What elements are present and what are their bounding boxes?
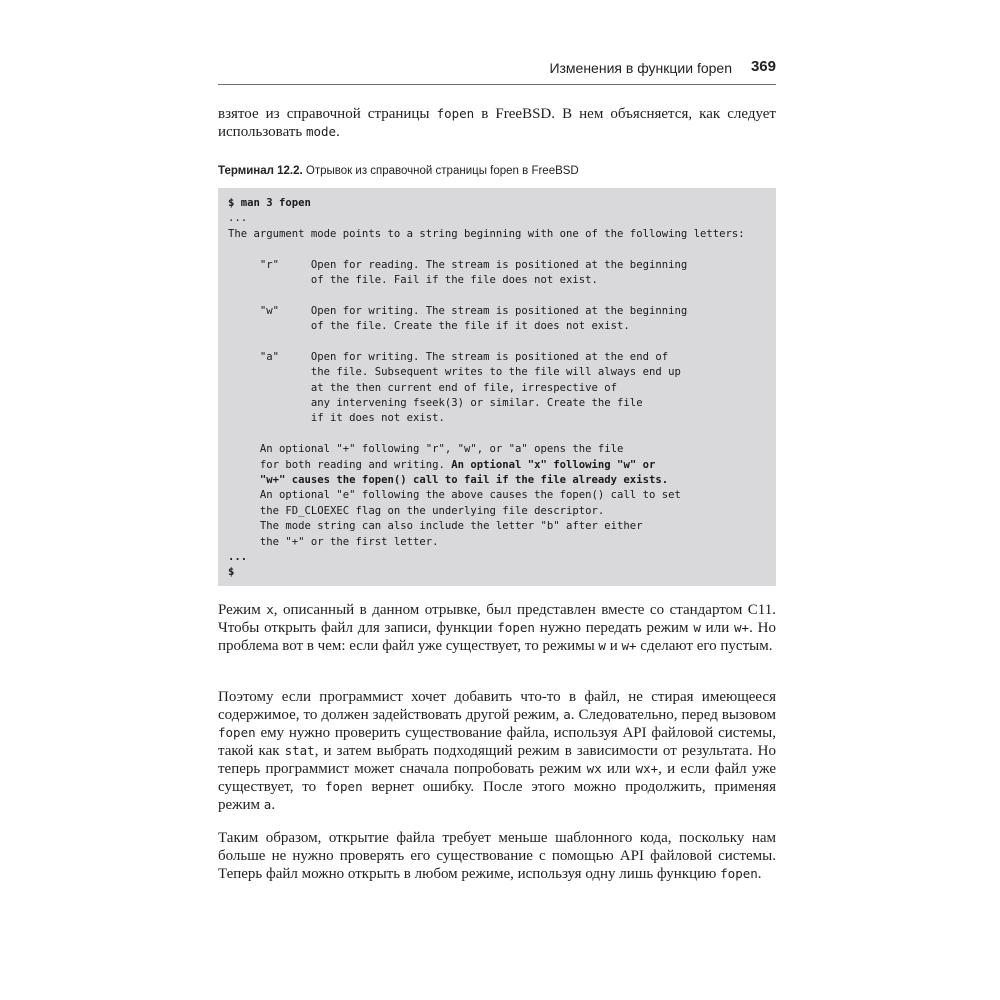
inline-code: a — [263, 797, 272, 812]
inline-code: wx+ — [635, 761, 659, 776]
terminal-line — [228, 288, 745, 303]
terminal-line: any intervening fseek(3) or similar. Create the file — [228, 397, 643, 410]
terminal-line: the FD_CLOEXEC flag on the underlying file descriptor. — [228, 504, 605, 517]
terminal-line: "r" Open for reading. The stream is positioned at the beginning — [228, 258, 688, 271]
terminal-line: of the file. Fail if the file does not exist. — [228, 273, 598, 286]
terminal-line — [228, 335, 745, 350]
terminal-line: $ — [228, 566, 235, 579]
inline-code: fopen — [497, 620, 535, 635]
terminal-line — [228, 427, 745, 442]
terminal-line: of the file. Create the file if it does not exist. — [228, 320, 630, 333]
terminal-line: $ man 3 fopen — [228, 197, 311, 209]
body-paragraph-3: Таким образом, открытие файла требует меньше шаблонного кода, поскольку нам больше не нужно проверять его существование с помощью API файловой системы. Теперь файл можно открыть в любом режиме, используя одну лишь функцию fopen. — [218, 830, 776, 882]
inline-code: mode — [305, 124, 337, 139]
running-title: Изменения в функции fopen — [549, 60, 732, 76]
inline-code: w+ — [734, 620, 750, 635]
terminal-line: ... — [228, 550, 248, 563]
inline-code: fopen — [436, 106, 475, 121]
terminal-line: The argument mode points to a string beginning with one of the following letters: — [228, 227, 745, 240]
caption-label: Терминал 12.2. — [218, 165, 303, 177]
terminal-line: at the then current end of file, irrespective of — [228, 381, 618, 394]
inline-code: w — [693, 620, 701, 635]
terminal-line: An optional "+" following "r", "w", or "a" opens the file — [228, 443, 624, 456]
terminal-line: "w" Open for writing. The stream is positioned at the beginning — [228, 304, 688, 317]
caption-text: Отрывок из справочной страницы fopen в FreeBSD — [302, 165, 579, 177]
intro-paragraph: взятое из справочной страницы fopen в FreeBSD. В нем объясняется, как следует использовать mode. — [218, 106, 776, 140]
page-number: 369 — [750, 58, 776, 75]
terminal-line-bold: An optional "x" following "w" or — [451, 458, 656, 471]
page-header — [218, 56, 776, 85]
inline-code: stat — [284, 743, 315, 758]
inline-code: x — [266, 602, 274, 617]
terminal-line: the file. Subsequent writes to the file will always end up — [228, 366, 681, 379]
terminal-line-mixed — [228, 458, 745, 473]
terminal-line: if it does not exist. — [228, 412, 445, 425]
terminal-caption — [218, 165, 776, 177]
body-paragraph-1: Режим x, описанный в данном отрывке, был представлен вместе со стандартом C11. Чтобы открыть файл для записи, функции fopen нужно передать режим w или w+. Но проблема вот в чем: если файл уже существует, то режимы w и w+ сделают его пустым. — [218, 602, 777, 654]
inline-code: w — [598, 638, 606, 653]
terminal-line: An optional "e" following the above causes the fopen() call to set — [228, 489, 681, 502]
terminal-line-part: for both reading and writing. — [228, 458, 452, 471]
terminal-listing — [218, 188, 776, 586]
terminal-line: ... — [228, 212, 248, 225]
inline-code: fopen — [218, 725, 256, 740]
inline-code: w+ — [621, 638, 637, 653]
inline-code: wx — [586, 761, 602, 776]
inline-code: a — [563, 707, 571, 722]
terminal-line: the "+" or the first letter. — [228, 535, 439, 548]
terminal-line: The mode string can also include the letter "b" after either — [228, 520, 643, 533]
inline-code: fopen — [324, 779, 363, 794]
body-paragraph-2: Поэтому если программист хочет добавить что-то в файл, не стирая имеющееся содержимое, то должен задействовать другой режим, a. Следовательно, перед вызовом fopen ему нужно проверить существование файла, используя API файловой системы, такой как stat, и затем выбрать подходящий режим в зависимости от результата. Но теперь программист может сначала попробовать режим wx или wx+, и если файл уже существует, то fopen вернет ошибку. После этого можно продолжить, применяя режим a. — [218, 689, 777, 813]
inline-code: fopen — [720, 866, 758, 881]
terminal-line-bold: "w+" causes the fopen() call to fail if the file already exists. — [228, 474, 669, 487]
terminal-line: "a" Open for writing. The stream is positioned at the end of — [228, 350, 669, 363]
terminal-line — [228, 242, 745, 257]
